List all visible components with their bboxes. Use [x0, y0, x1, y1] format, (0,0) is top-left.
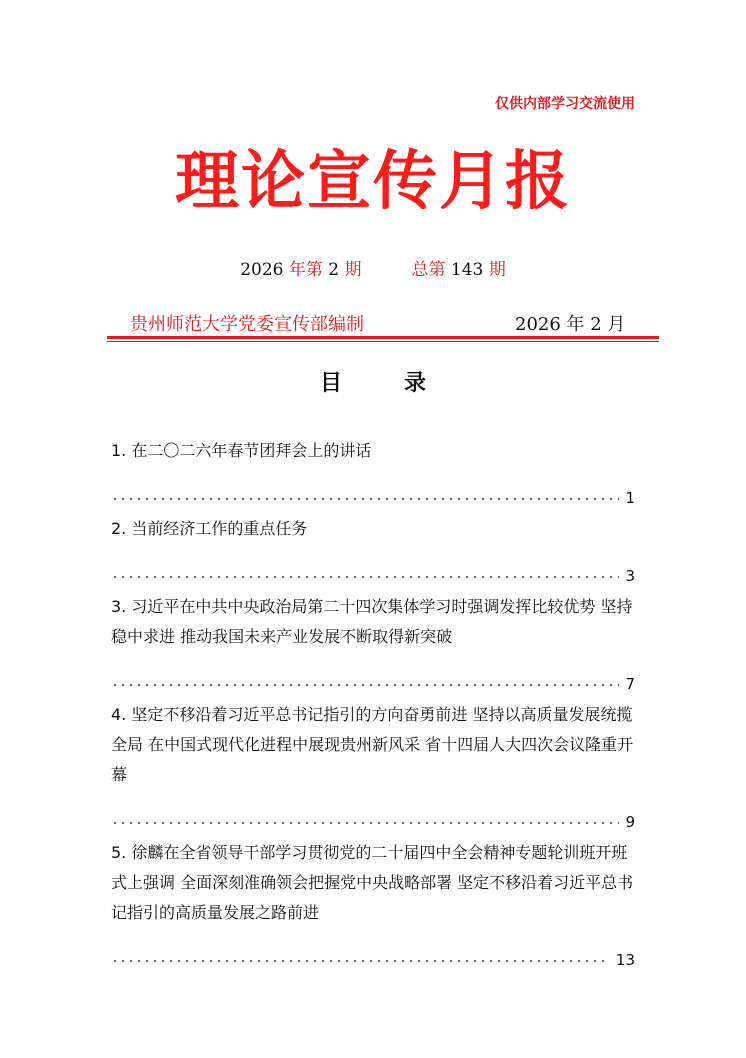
issue-total-prefix: 总第	[411, 260, 446, 280]
issue-year: 2026	[240, 260, 284, 280]
header-rule-thin	[107, 341, 659, 342]
toc-page-number: 7	[625, 675, 635, 693]
toc-item-1[interactable]	[111, 436, 635, 508]
masthead-title: 理论宣传月报	[175, 144, 571, 219]
dot-leader	[111, 684, 619, 686]
table-of-contents	[111, 436, 635, 976]
issue-line	[0, 255, 746, 280]
toc-item-text: 5. 徐麟在全省领导干部学习贯彻党的二十届四中全会精神专题轮训班开班式上强调 全面深刻准确领会把握党中央战略部署 坚定不移沿着习近平总书记指引的高质量发展之路前进	[111, 843, 634, 922]
toc-item-5[interactable]	[111, 838, 635, 970]
toc-title	[0, 366, 746, 397]
toc-leader	[111, 478, 635, 508]
internal-use-notice: 仅供内部学习交流使用	[495, 96, 635, 112]
toc-leader	[111, 940, 635, 970]
publication-date: 2026 年 2 月	[515, 314, 626, 335]
toc-leader	[111, 664, 635, 694]
toc-page-number: 3	[625, 567, 635, 585]
issue-total-number: 143	[450, 260, 484, 280]
dot-leader	[111, 960, 610, 962]
toc-page-number: 1	[625, 489, 635, 507]
header-rule-thick	[107, 336, 659, 339]
toc-item-3[interactable]	[111, 592, 635, 694]
issue-number-unit: 期	[344, 260, 362, 280]
issue-total-unit: 期	[488, 260, 506, 280]
toc-title-right: 录	[404, 370, 427, 396]
toc-leader	[111, 802, 635, 832]
toc-item-4[interactable]	[111, 700, 635, 832]
issue-number: 2	[328, 260, 340, 280]
dot-leader	[111, 822, 619, 824]
toc-leader	[111, 556, 635, 586]
toc-item-text: 3. 习近平在中共中央政治局第二十四次集体学习时强调发挥比较优势 坚持稳中求进 推动我国未来产业发展不断取得新突破	[111, 597, 633, 646]
publisher: 贵州师范大学党委宣传部编制	[130, 314, 364, 335]
toc-page-number: 9	[625, 813, 635, 831]
dot-leader	[111, 498, 619, 500]
toc-item-text: 2. 当前经济工作的重点任务	[111, 519, 308, 538]
dot-leader	[111, 576, 619, 578]
toc-item-text: 4. 坚定不移沿着习近平总书记指引的方向奋勇前进 坚持以高质量发展统揽全局 在中国式现代化进程中展现贵州新风采 省十四届人大四次会议隆重开幕	[111, 705, 634, 784]
toc-item-2[interactable]	[111, 514, 635, 586]
toc-page-number: 13	[615, 951, 635, 969]
issue-year-unit: 年第	[288, 260, 323, 280]
toc-title-left: 目	[319, 370, 342, 396]
toc-item-text: 1. 在二〇二六年春节团拜会上的讲话	[111, 441, 372, 460]
